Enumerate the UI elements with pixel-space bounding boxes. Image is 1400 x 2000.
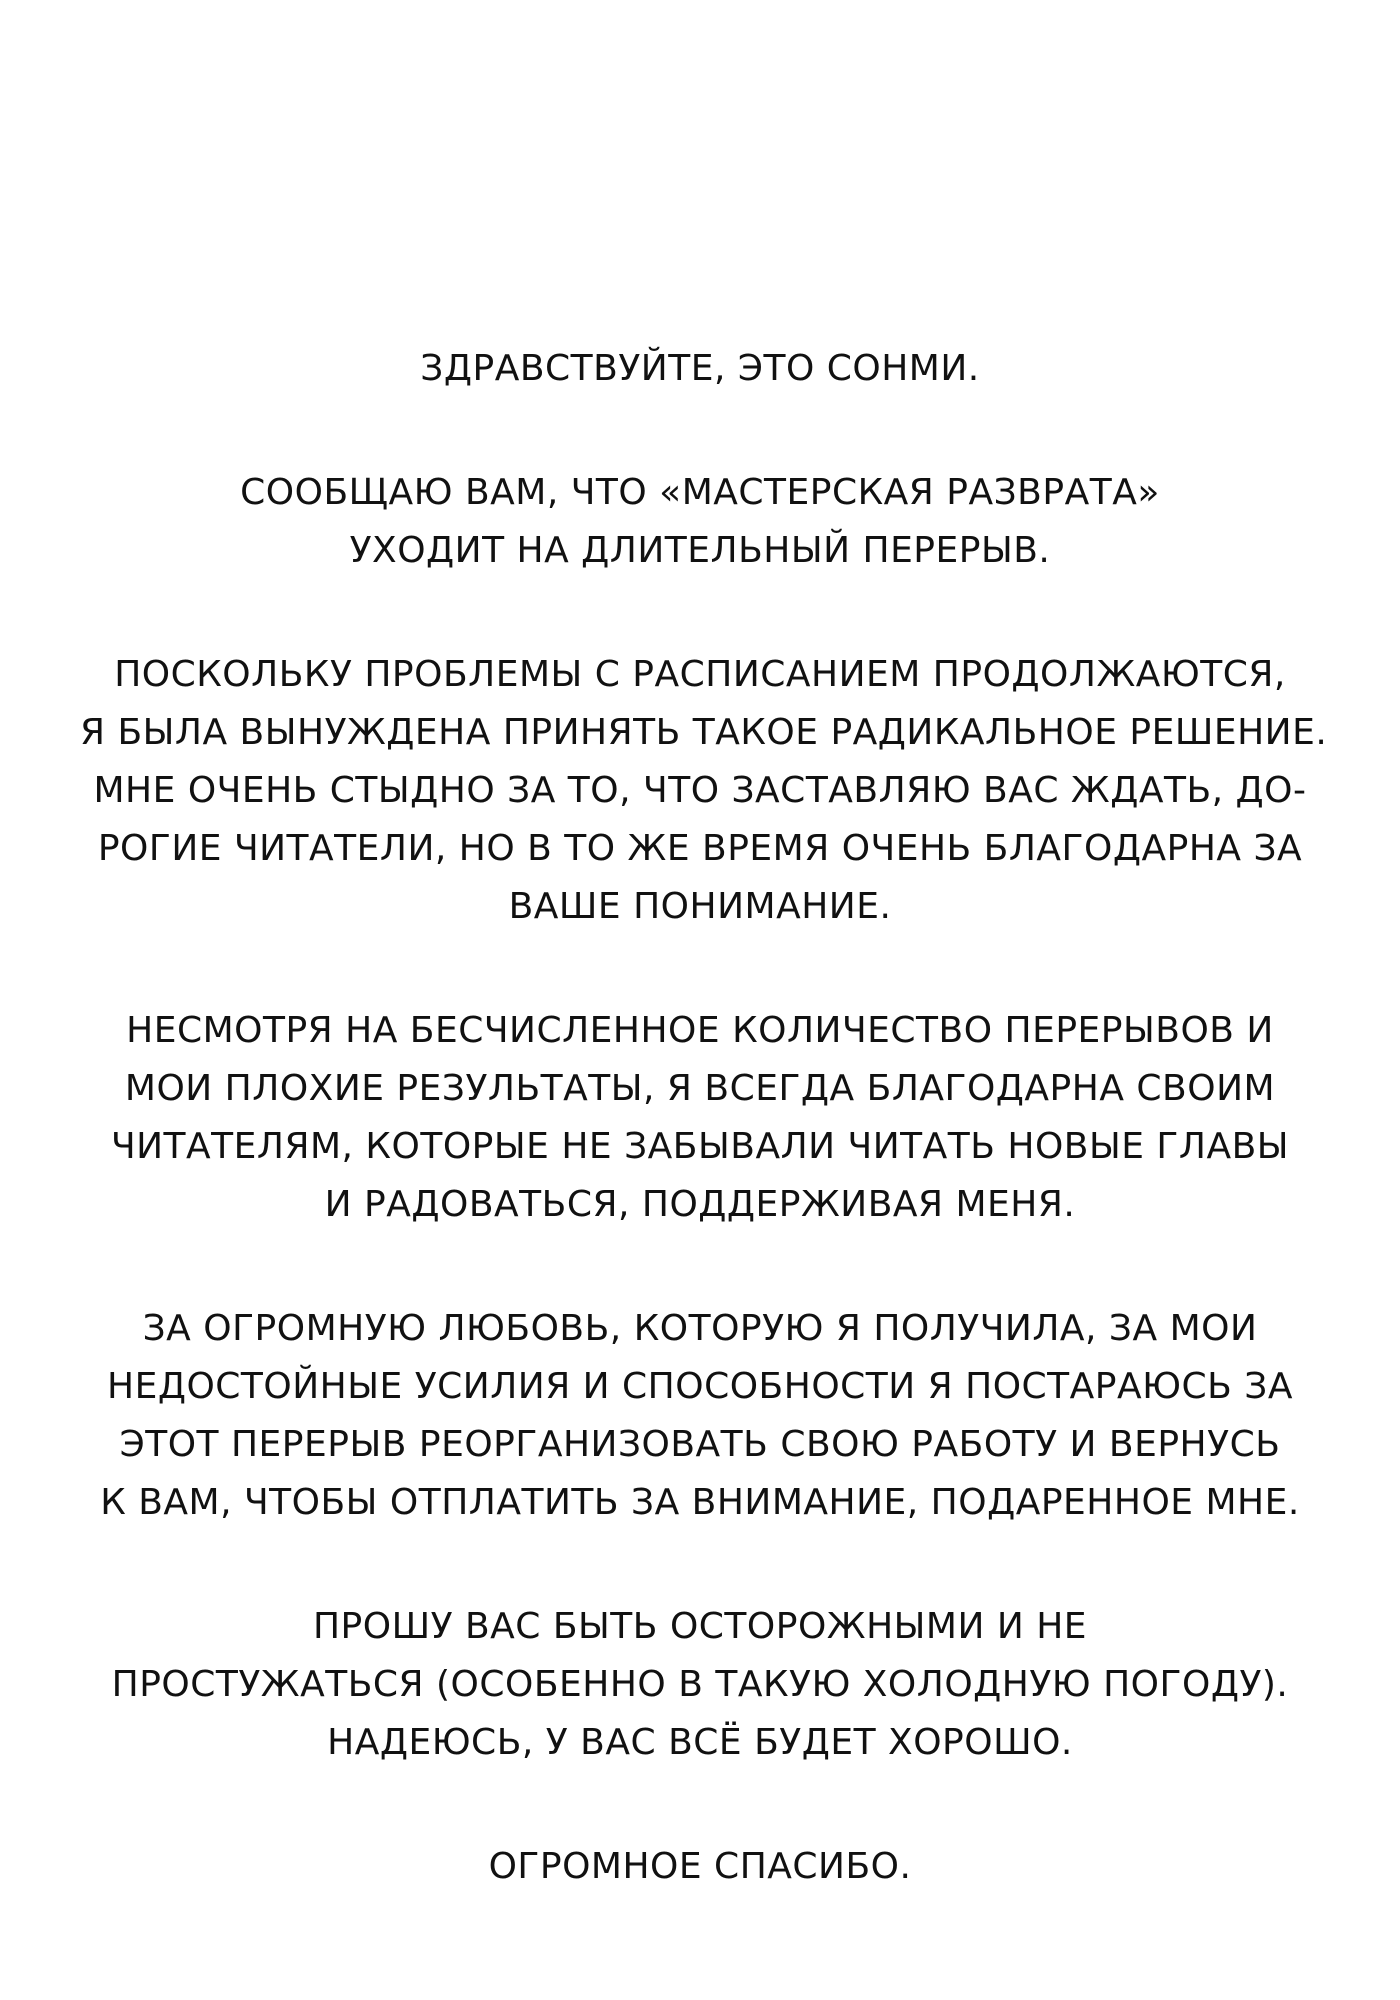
text-line: РОГИЕ ЧИТАТЕЛИ, НО В ТО ЖЕ ВРЕМЯ ОЧЕНЬ БЛАГОДАРНА ЗА xyxy=(97,828,1303,869)
text-line: Я БЫЛА ВЫНУЖДЕНА ПРИНЯТЬ ТАКОЕ РАДИКАЛЬНОЕ РЕШЕНИЕ. xyxy=(80,712,1328,753)
gratitude-paragraph xyxy=(80,1002,1320,1234)
text-line: ВАШЕ ПОНИМАНИЕ. xyxy=(508,886,892,927)
text-line: ПРОШУ ВАС БЫТЬ ОСТОРОЖНЫМИ И НЕ xyxy=(312,1606,1088,1647)
greeting-paragraph xyxy=(80,340,1320,398)
text-line: ПРОСТУЖАТЬСЯ (ОСОБЕННО В ТАКУЮ ХОЛОДНУЮ ПОГОДУ). xyxy=(111,1664,1289,1705)
closing-line: ОГРОМНОЕ СПАСИБО. xyxy=(488,1846,912,1887)
promise-paragraph xyxy=(80,1300,1320,1532)
hiatus-announcement-paragraph xyxy=(80,464,1320,580)
text-line: ПОСКОЛЬКУ ПРОБЛЕМЫ С РАСПИСАНИЕМ ПРОДОЛЖАЮТСЯ, xyxy=(114,654,1286,695)
wishes-paragraph xyxy=(80,1598,1320,1772)
text-line: НЕСМОТРЯ НА БЕСЧИСЛЕННОЕ КОЛИЧЕСТВО ПЕРЕРЫВОВ И xyxy=(126,1010,1274,1051)
closing-paragraph xyxy=(80,1838,1320,1896)
text-line: ЗА ОГРОМНУЮ ЛЮБОВЬ, КОТОРУЮ Я ПОЛУЧИЛА, ЗА МОИ xyxy=(142,1308,1258,1349)
text-line: НАДЕЮСЬ, У ВАС ВСЁ БУДЕТ ХОРОШО. xyxy=(327,1722,1073,1763)
text-line: И РАДОВАТЬСЯ, ПОДДЕРЖИВАЯ МЕНЯ. xyxy=(324,1184,1076,1225)
text-line: СООБЩАЮ ВАМ, ЧТО «МАСТЕРСКАЯ РАЗВРАТА» xyxy=(240,472,1160,513)
text-line: ЭТОТ ПЕРЕРЫВ РЕОРГАНИЗОВАТЬ СВОЮ РАБОТУ И ВЕРНУСЬ xyxy=(119,1424,1281,1465)
text-line: МОИ ПЛОХИЕ РЕЗУЛЬТАТЫ, Я ВСЕГДА БЛАГОДАРНА СВОИМ xyxy=(124,1068,1276,1109)
text-line: УХОДИТ НА ДЛИТЕЛЬНЫЙ ПЕРЕРЫВ. xyxy=(349,530,1051,571)
text-line: НЕДОСТОЙНЫЕ УСИЛИЯ И СПОСОБНОСТИ Я ПОСТАРАЮСЬ ЗА xyxy=(107,1366,1293,1407)
text-line: К ВАМ, ЧТОБЫ ОТПЛАТИТЬ ЗА ВНИМАНИЕ, ПОДАРЕННОЕ МНЕ. xyxy=(100,1482,1300,1523)
greeting-line: ЗДРАВСТВУЙТЕ, ЭТО СОНМИ. xyxy=(420,348,980,389)
text-line: ЧИТАТЕЛЯМ, КОТОРЫЕ НЕ ЗАБЫВАЛИ ЧИТАТЬ НОВЫЕ ГЛАВЫ xyxy=(110,1126,1290,1167)
letter-text xyxy=(80,340,1328,1962)
text-line: МНЕ ОЧЕНЬ СТЫДНО ЗА ТО, ЧТО ЗАСТАВЛЯЮ ВАС ЖДАТЬ, ДО- xyxy=(93,770,1307,811)
reason-paragraph xyxy=(80,646,1328,936)
